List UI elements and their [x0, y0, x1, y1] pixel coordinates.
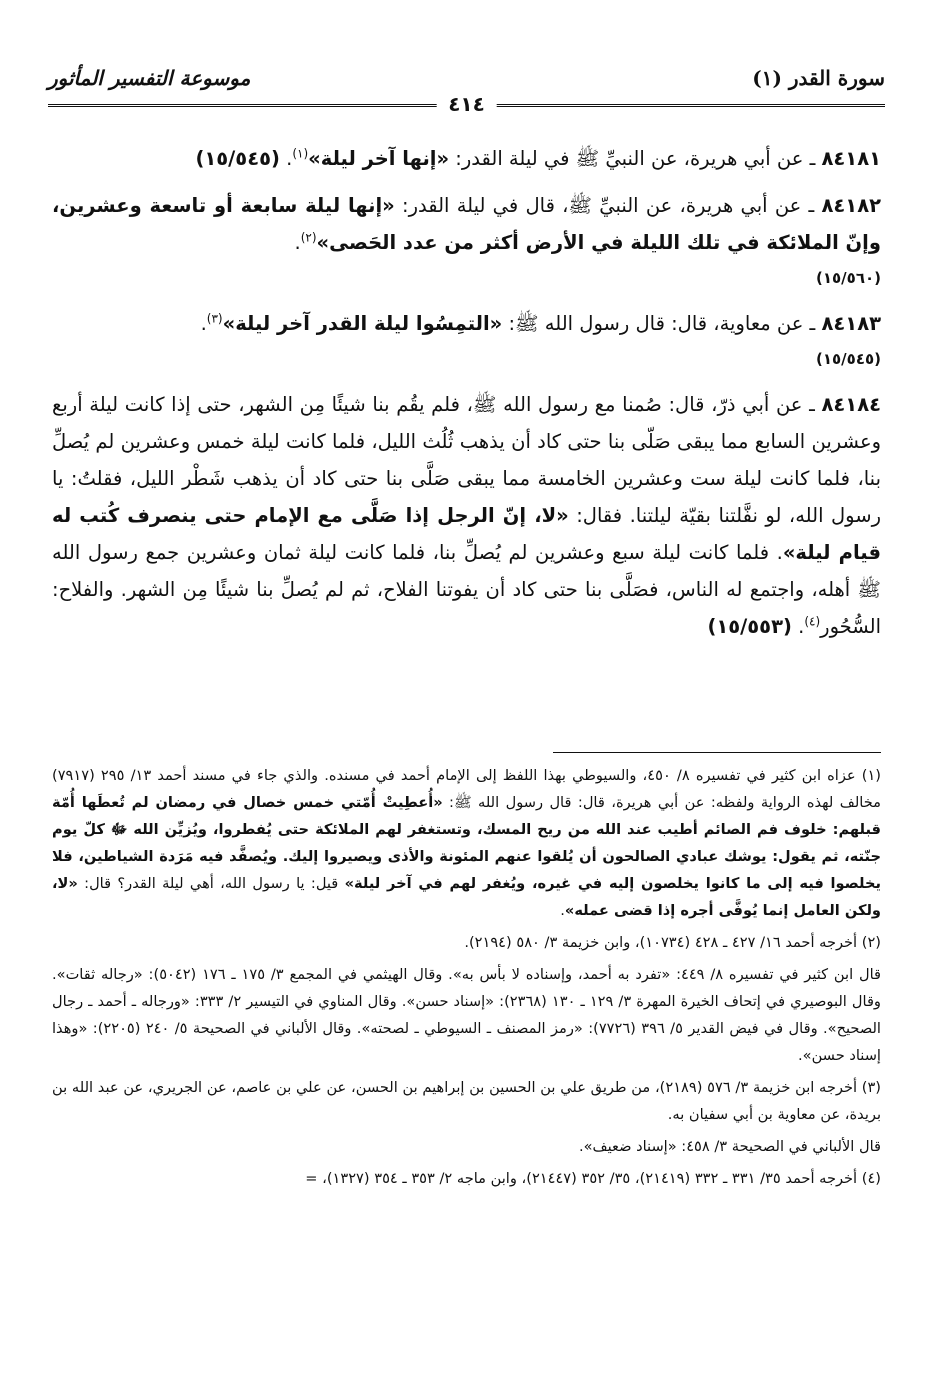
- text-segment: قيل: يا رسول الله، أهي ليلة القدر؟ قال:: [77, 875, 345, 892]
- source-reference: (١٥/٥٦٠): [816, 269, 881, 287]
- page-header: [48, 66, 885, 116]
- surah-title: سورة القدر (١): [752, 66, 885, 90]
- hadith-entry: [52, 187, 881, 295]
- text-segment: (٣) أخرجه ابن خزيمة ٣/ ٥٧٦ (٢١٨٩)، من طريق علي بن الحسين بن إبراهيم بن الحسن، عن علي بن عاصم، عن الجريري، عن عبد الله بن بريدة، عن معاوية بن أبي سفيان به.: [52, 1079, 881, 1123]
- footnotes: [52, 762, 881, 1197]
- bold-text: «التمِسُوا ليلة القدر آخر ليلة»: [222, 312, 503, 335]
- text-segment: ـ عن أبي هريرة، عن النبيِّ ﷺ في ليلة القدر:: [449, 147, 822, 170]
- bold-text: «إنها آخر ليلة»: [308, 147, 450, 170]
- bold-text: ٨٤١٨١: [821, 147, 881, 170]
- bold-text: ٨٤١٨٣: [821, 312, 881, 335]
- footnote: [52, 1133, 881, 1160]
- footnote: [52, 762, 881, 924]
- text-segment: (٢) أخرجه أحمد ١٦/ ٤٢٧ ـ ٤٢٨ (١٠٧٣٤)، وابن خزيمة ٣/ ٥٨٠ (٢١٩٤).: [464, 934, 881, 951]
- hadith-entry: [52, 140, 881, 177]
- source-reference: (١٥/٥٤٥): [816, 350, 881, 368]
- source-reference: (١٥/٥٥٣): [707, 615, 792, 638]
- text-segment: (٤) أخرجه أحمد ٣٥/ ٣٣١ ـ ٣٣٢ (٢١٤١٩)، ٣٥/ ٣٥٢ (٢١٤٤٧)، وابن ماجه ٢/ ٣٥٣ ـ ٣٥٤ (١٣٢٧)، =: [305, 1170, 881, 1187]
- book-title: موسوعة التفسير المأثور: [48, 66, 251, 90]
- footnote-marker[interactable]: (١): [292, 146, 309, 161]
- footnote: [52, 961, 881, 1069]
- text-segment: .: [279, 147, 293, 170]
- text-segment: .: [200, 312, 207, 335]
- text-segment: قال ابن كثير في تفسيره ٨/ ٤٤٩: «تفرد به أحمد، وإسناده لا بأس به». وقال الهيثمي في المجمع ٣/ ١٧٥ ـ ١٧٦ (٥٠٤٢): «رجاله ثقات». وقال البوصيري في إتحاف الخيرة المهرة ٣/ ١٢٩ ـ ١٣٠ (٢٣٦٨): «إسناد حسن». وقال المناوي في التيسير ٢/ ٣٣٣: «ورجاله ـ أحمد ـ رجال الصحيح». وقال في فيض القدير ٥/ ٣٩٦ (٧٧٢٦): «رمز المصنف ـ السيوطي ـ لصحته». وقال الألباني في الصحيحة ٥/ ٢٤٠ (٢٢٠٥): «وهذا إسناد حسن».: [52, 966, 881, 1064]
- footnote: [52, 1074, 881, 1128]
- footnote: [52, 929, 881, 956]
- text-segment: ـ عن معاوية، قال: قال رسول الله ﷺ:: [502, 312, 822, 335]
- bold-text: «أُعطِيتْ أُمّتي خمس خصال في رمضان لم تُعطَها أُمّة قبلهم: خلوف فم الصائم أطيب عند الله من ريح المسك، وتستغفر لهم الملائكة حتى يُفطروا، ويُزيِّن الله ﷻ كلّ يوم جنّته، ثم يقول: يوشك عبادي الصالحون أن يُلقوا عنهم المئونة والأذى ويصيروا إليك. ويُصفَّد فيه مَرَدة الشياطين، فلا يخلصوا فيه إلى ما كانوا يخلصون إليه في غيره، ويُغفر لهم في آخر ليلة»: [52, 794, 882, 892]
- bold-text: ٨٤١٨٤: [821, 393, 881, 416]
- text-segment: قال الألباني في الصحيحة ٣/ ٤٥٨: «إسناد ضعيف».: [578, 1138, 881, 1155]
- bold-text: ٨٤١٨٢: [821, 194, 881, 217]
- footnote-marker[interactable]: (٢): [300, 230, 317, 245]
- text-segment: .: [560, 902, 565, 919]
- bold-text: «لا، إنّ الرجل إذا صَلَّى مع الإمام حتى ينصرف كُتب له قيام ليلة»: [52, 504, 882, 564]
- source-reference: (١٥/٥٤٥): [195, 147, 280, 170]
- text-segment: ـ عن أبي ذرّ، قال: صُمنا مع رسول الله ﷺ، فلم يقُم بنا شيئًا مِن الشهر، حتى إذا كانت ليلة أربع وعشرين السابع مما يبقى صَلّى بنا حتى كاد أن يذهب ثُلُث الليل، فلما كانت ليلة خمس وعشرين لم يُصلِّ بنا، فلما كانت ليلة ست وعشرين الخامسة مما يبقى صَلَّى بنا حتى كاد أن يذهب شَطْر الليل، فقلتُ: يا رسول الله، لو نفَّلتنا بقيّة ليلتنا. فقال:: [52, 393, 882, 527]
- text-segment: (١) عزاه ابن كثير في تفسيره ٨/ ٤٥٠، والسيوطي بهذا اللفظ إلى الإمام أحمد في مسنده. والذي جاء في مسند أحمد ١٣/ ٢٩٥ (٧٩١٧) مخالف لهذه الرواية ولفظه: عن أبي هريرة، قال: قال رسول الله ﷺ:: [52, 767, 881, 811]
- bold-text: «لا، ولكن العامل إنما يُوفَّى أجره إذا قضى عمله»: [52, 875, 881, 919]
- footnote-separator: [553, 752, 881, 753]
- footnote: [52, 1165, 881, 1192]
- main-text: [52, 140, 881, 655]
- hadith-entry: [52, 386, 881, 645]
- text-segment: .: [791, 615, 805, 638]
- footnote-marker[interactable]: (٤): [804, 614, 821, 629]
- text-segment: . فلما كانت ليلة سبع وعشرين لم يُصلِّ بنا، فلما كانت ليلة ثمان وعشرين جمع رسول الله ﷺ أهله، واجتمع له الناس، فصَلَّى بنا حتى كاد أن يفوتنا الفلاح، ثم لم يُصلِّ بنا شيئًا مِن الشهر. والفلاح: السُّحُور: [52, 541, 881, 638]
- text-segment: ـ عن أبي هريرة، عن النبيِّ ﷺ، قال في ليلة القدر:: [394, 194, 822, 217]
- text-segment: .: [294, 231, 301, 254]
- page-number: ٤١٤: [436, 92, 497, 116]
- bold-text: «إنها ليلة سابعة أو تاسعة وعشرين، وإنّ الملائكة في تلك الليلة في الأرض أكثر من عدد الحَصى»: [52, 194, 881, 254]
- footnote-marker[interactable]: (٣): [206, 311, 223, 326]
- hadith-entry: [52, 305, 881, 376]
